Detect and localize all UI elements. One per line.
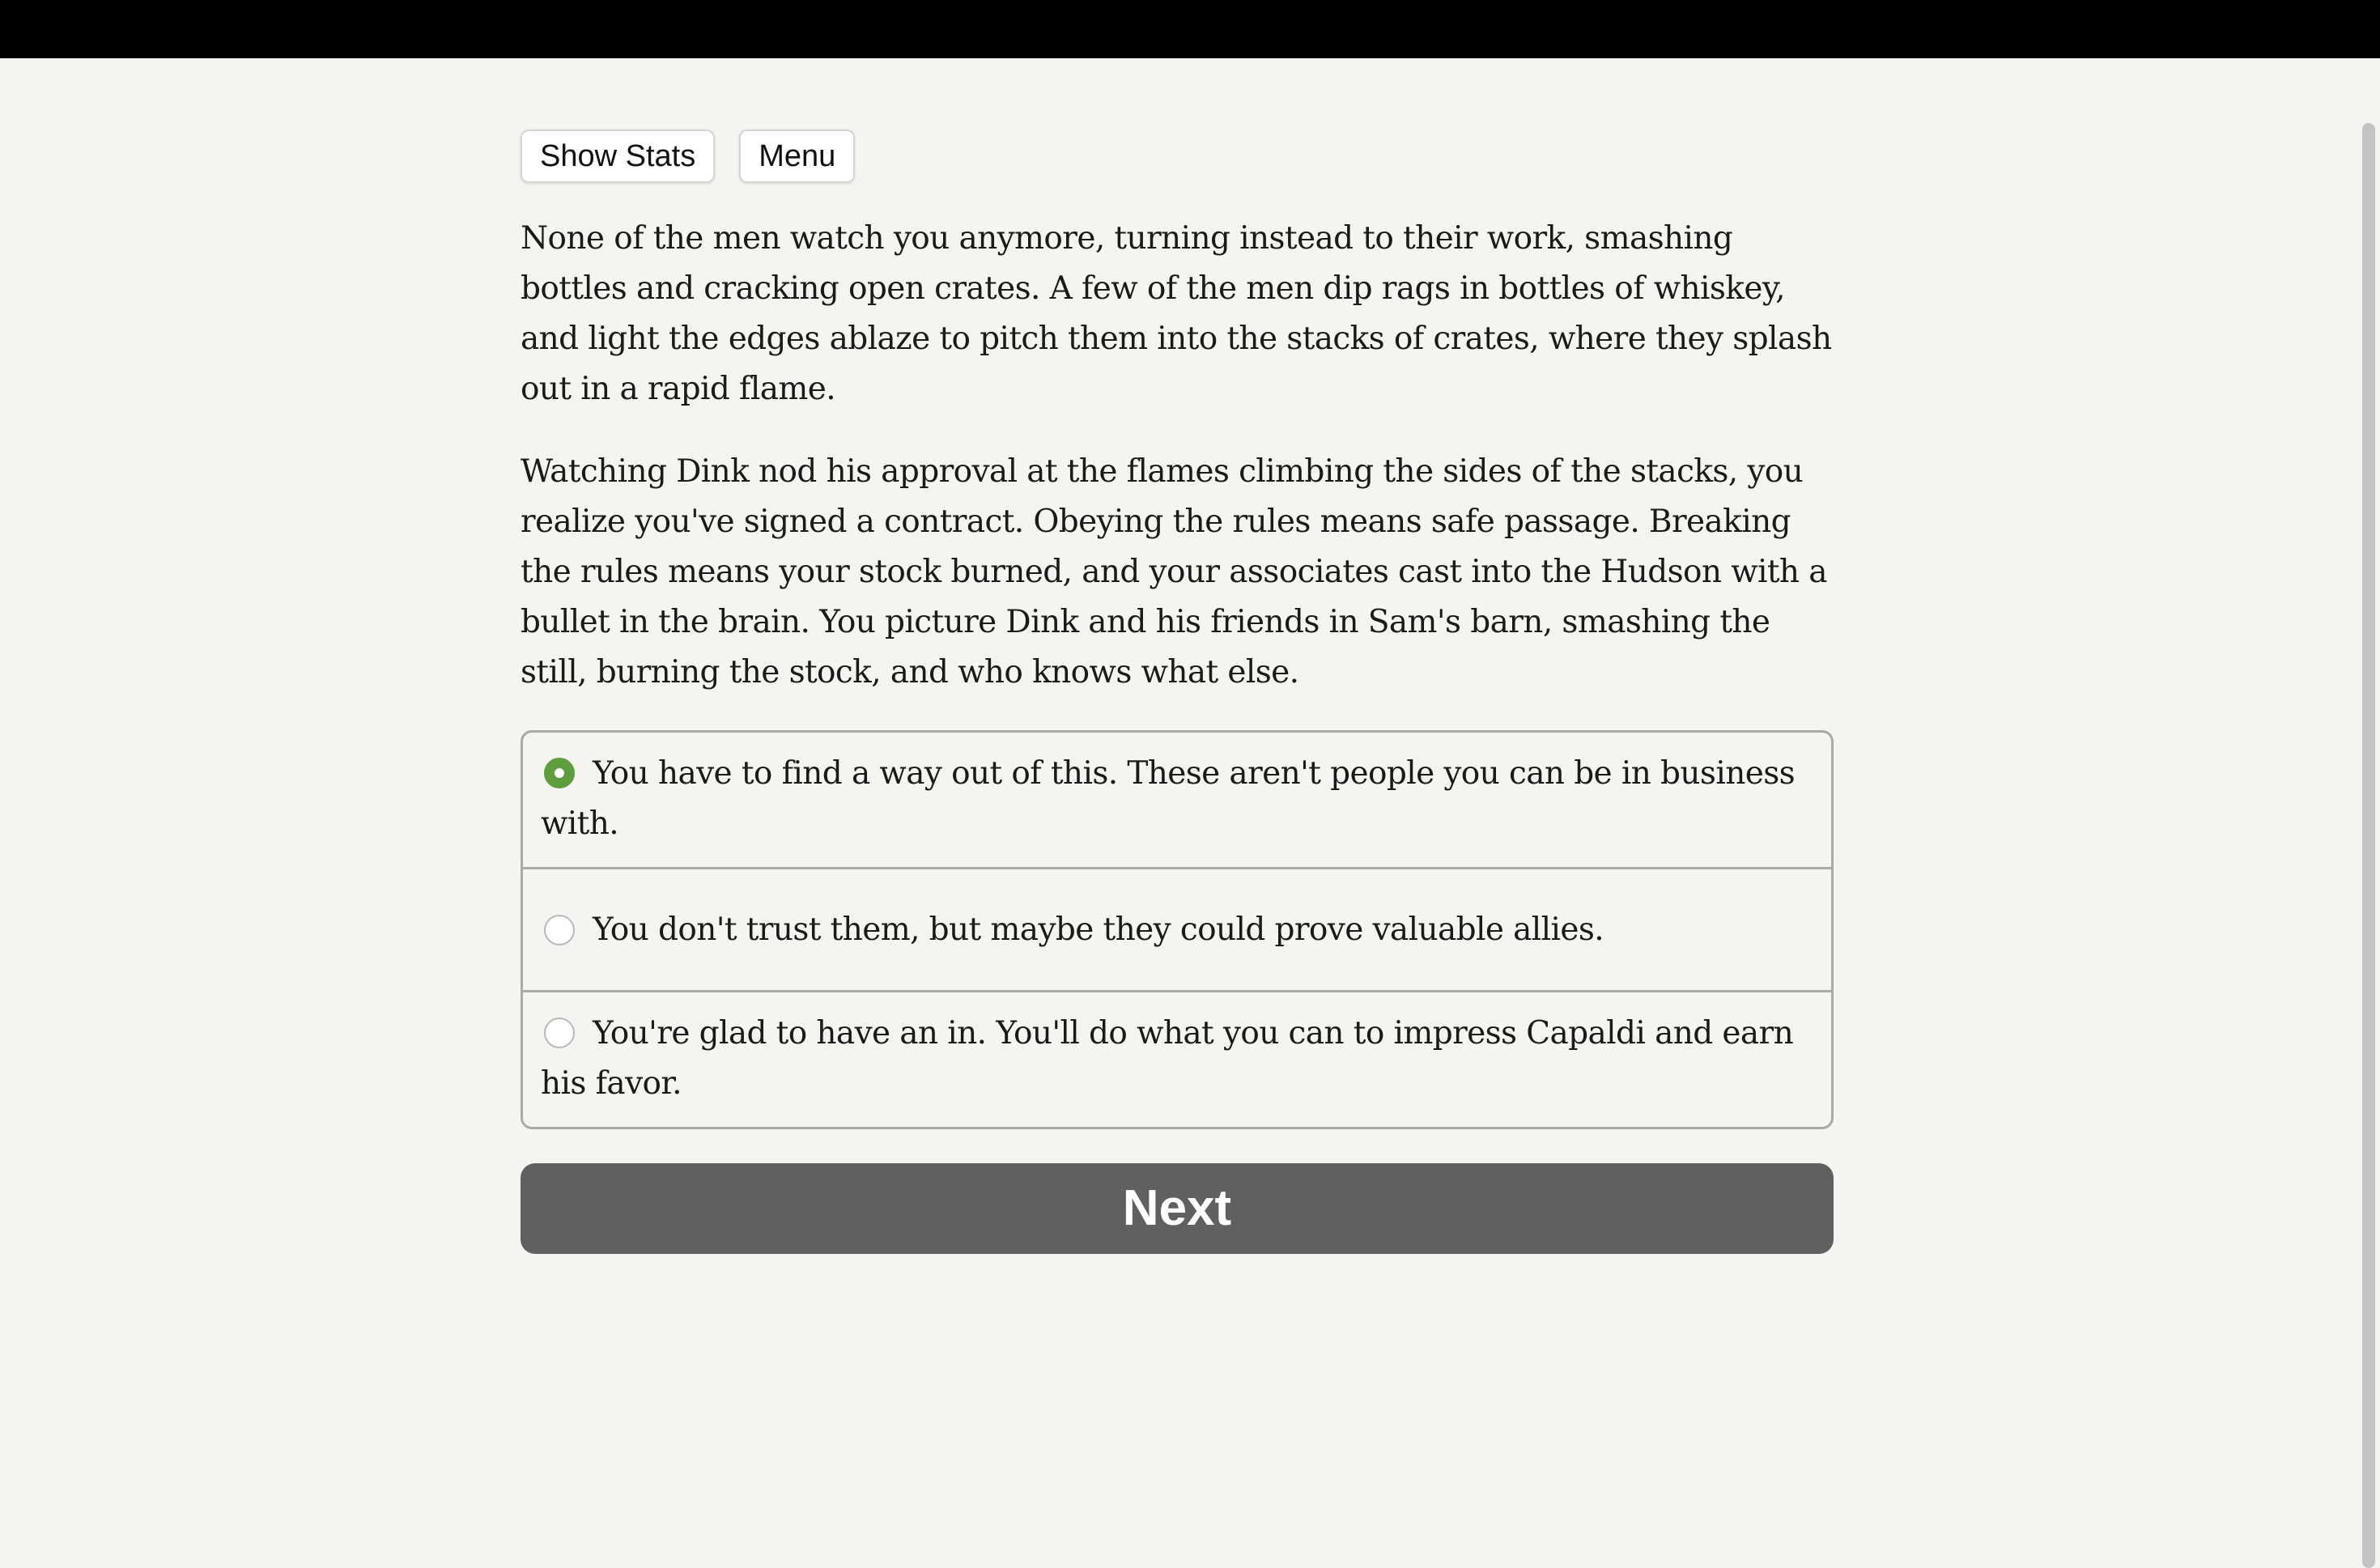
choice-list (521, 730, 1834, 1129)
next-button[interactable]: Next (521, 1163, 1834, 1254)
choice-option-3[interactable] (523, 990, 1831, 1127)
window-top-bar (0, 0, 2380, 58)
show-stats-button[interactable]: Show Stats (521, 130, 715, 183)
choice-option-1[interactable] (523, 733, 1831, 867)
choice-label: You don't trust them, but maybe they could prove valuable allies. (593, 911, 1604, 948)
radio-unselected-icon[interactable] (544, 1018, 575, 1048)
story-paragraph: None of the men watch you anymore, turning instead to their work, smashing bottles and cracking open crates. A few of the men dip rags in bottles of whiskey, and light the edges ablaze to pitch them into the stacks of crates, where they splash out in a rapid flame. (521, 220, 1832, 407)
choice-label: You're glad to have an in. You'll do what you can to impress Capaldi and earn his favor. (541, 1015, 1794, 1102)
story-paragraph: Watching Dink nod his approval at the flames climbing the sides of the stacks, you realize you've signed a contract. Obeying the rules means safe passage. Breaking the rules means your stock burned, and your associates cast into the Hudson with a bullet in the brain. You picture Dink and his friends in Sam's barn, smashing the still, burning the stock, and who knows what else. (521, 453, 1827, 691)
choice-label: You have to find a way out of this. These aren't people you can be in business with. (541, 755, 1796, 842)
radio-unselected-icon[interactable] (544, 915, 575, 945)
menu-button[interactable]: Menu (739, 130, 855, 183)
toolbar (521, 130, 1834, 183)
scrollbar-thumb[interactable] (2362, 123, 2375, 1568)
story-text (521, 214, 1834, 698)
choice-option-2[interactable] (523, 867, 1831, 990)
scrollbar[interactable] (2356, 58, 2380, 1548)
radio-selected-icon[interactable] (544, 758, 575, 788)
game-content (521, 130, 1834, 1254)
